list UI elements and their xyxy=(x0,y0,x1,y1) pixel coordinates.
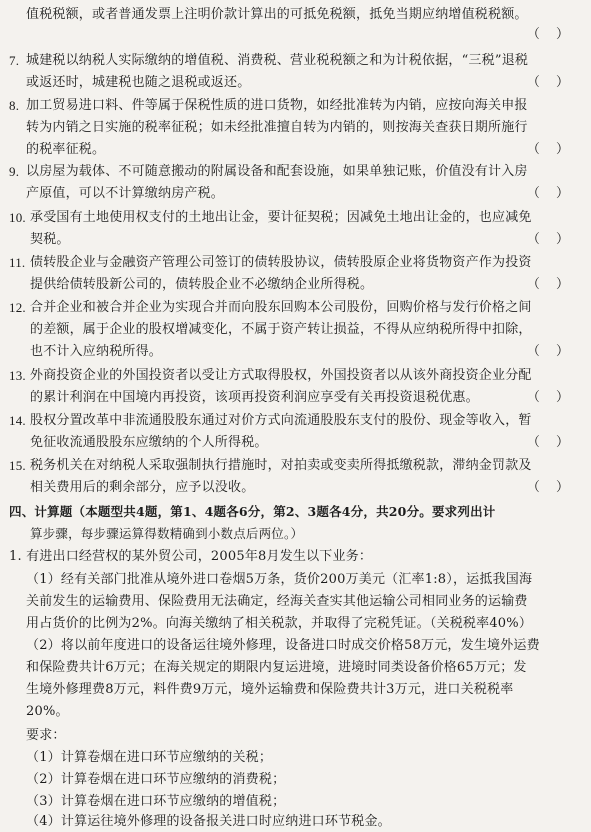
item-9-line-1: 以房屋为载体、不可随意搬动的附属设备和配套设施，如果单独记账，价值没有计入房 xyxy=(26,164,528,179)
q1-para1-line-2: 关前发生的运输费用、保险费用无法确定，经海关查实其他运输公司相同业务的运输费 xyxy=(26,594,528,609)
item-13-line-2: 的累计利润在中国境内再投资，该项再投资利润应享受有关再投资退税优惠。 xyxy=(30,390,479,405)
section-title-line-2: 算步骤，每步骤运算得数精确到小数点后两位。） xyxy=(30,526,304,541)
item-14-number: 14. xyxy=(9,413,26,428)
answer-blank: （ ） xyxy=(526,75,575,90)
answer-blank: （ ） xyxy=(526,344,575,359)
item-14-line-1: 股权分置改革中非流通股股东通过对价方式向流通股股东支付的股份、现金等收入，暂 xyxy=(30,413,532,428)
answer-blank: （ ） xyxy=(526,186,575,201)
q1-para2-line-1: （2）将以前年度进口的设备运往境外修理，设备进口时成交价格58万元，发生境外运费 xyxy=(26,638,540,653)
answer-blank: （ ） xyxy=(526,27,575,42)
item-15-line-1: 税务机关在对纳税人采取强制执行措施时，对拍卖或变卖所得抵缴税款，滞纳金罚款及 xyxy=(30,458,532,473)
requirements-label: 要求： xyxy=(26,728,66,743)
item-7-number: 7. xyxy=(9,53,20,68)
item-11-number: 11. xyxy=(9,255,26,270)
q1-para1-line-3: 用占货价的比例为2%。向海关缴纳了相关税款，并取得了完税凭证。（关税税率40%） xyxy=(26,616,533,631)
item-15-number: 15. xyxy=(9,458,26,473)
answer-blank: （ ） xyxy=(526,277,575,292)
q1-para2-line-2: 和保险费共计6万元；在海关规定的期限内复运进境，进境时同类设备价格65万元；发 xyxy=(26,660,527,675)
answer-blank: （ ） xyxy=(526,232,575,247)
item-7-line-2: 或返还时，城建税也随之退税或返还。 xyxy=(26,75,251,90)
answer-blank: （ ） xyxy=(526,142,575,157)
item-13-number: 13. xyxy=(9,368,26,383)
item-9-number: 9. xyxy=(9,164,20,179)
item-7-line-1: 城建税以纳税人实际缴纳的增值税、消费税、营业税税额之和为计税依据，“三税”退税 xyxy=(26,53,529,68)
item-15-line-2: 相关费用后的剩余部分，应予以没收。 xyxy=(30,480,255,495)
item-12-line-1: 合并企业和被合并企业为实现合并而向股东回购本公司股份，回购价格与发行价格之间 xyxy=(30,300,532,315)
item-8-line-1: 加工贸易进口料、件等属于保税性质的进口货物，如经批准转为内销，应按向海关申报 xyxy=(26,98,528,113)
q1-para1-line-1: （1）经有关部门批准从境外进口卷烟5万条，货价200万美元（汇率1:8），运抵我国海 xyxy=(26,572,533,587)
answer-blank: （ ） xyxy=(526,435,575,450)
item-11-line-2: 提供给债转股新公司的，债转股企业不必缴纳企业所得税。 xyxy=(30,277,374,292)
item-12-line-2: 的差额，属于企业的股权增减变化，不属于资产转让损益，不得从应纳税所得中扣除， xyxy=(30,322,532,337)
q1-para2-line-3: 生境外修理费8万元，料件费9万元，境外运输费和保险费共计3万元，进口关税税率 xyxy=(26,682,514,697)
item-10-line-2: 契税。 xyxy=(30,232,70,247)
requirement-2: （2）计算卷烟在进口环节应缴纳的消费税； xyxy=(26,772,286,787)
section-title: 四、计算题（本题型共4题，第1、4题各6分，第2、3题各4分，共20分。要求列出计 xyxy=(9,504,496,519)
q1-para2-line-4: 20%。 xyxy=(26,704,69,719)
item-13-line-1: 外商投资企业的外国投资者以受让方式取得股权，外国投资者以从该外商投资企业分配 xyxy=(30,368,532,383)
question-1-intro: 1. 有进出口经营权的某外贸公司，2005年8月发生以下业务： xyxy=(9,549,373,564)
item-12-line-3: 也不计入应纳税所得。 xyxy=(30,344,163,359)
item-10-number: 10. xyxy=(9,210,26,225)
item-9-line-2: 产原值，可以不计算缴纳房产税。 xyxy=(26,186,225,201)
item-12-number: 12. xyxy=(9,300,26,315)
requirement-3: （3）计算卷烟在进口环节应缴纳的增值税； xyxy=(26,794,286,809)
item-8-number: 8. xyxy=(9,98,20,113)
item-6-line-1: 值税税额，或者普通发票上注明价款计算出的可抵免税额，抵免当期应纳增值税税额。 xyxy=(26,7,528,22)
item-8-line-2: 转为内销之日实施的税率征税；如未经批准擅自转为内销的，则按海关查获日期所施行 xyxy=(26,120,528,135)
item-8-line-3: 的税率征税。 xyxy=(26,142,106,157)
answer-blank: （ ） xyxy=(526,390,575,405)
answer-blank: （ ） xyxy=(526,480,575,495)
requirement-4: （4）计算运往境外修理的设备报关进口时应纳进口环节税金。 xyxy=(26,814,391,829)
item-14-line-2: 免征收流通股股东应缴纳的个人所得税。 xyxy=(30,435,268,450)
item-11-line-1: 债转股企业与金融资产管理公司签订的债转股协议，债转股原企业将货物资产作为投资 xyxy=(30,255,532,270)
requirement-1: （1）计算卷烟在进口环节应缴纳的关税； xyxy=(26,750,273,765)
item-10-line-1: 承受国有土地使用权支付的土地出让金，要计征契税；因减免土地出让金的，也应减免 xyxy=(30,210,532,225)
